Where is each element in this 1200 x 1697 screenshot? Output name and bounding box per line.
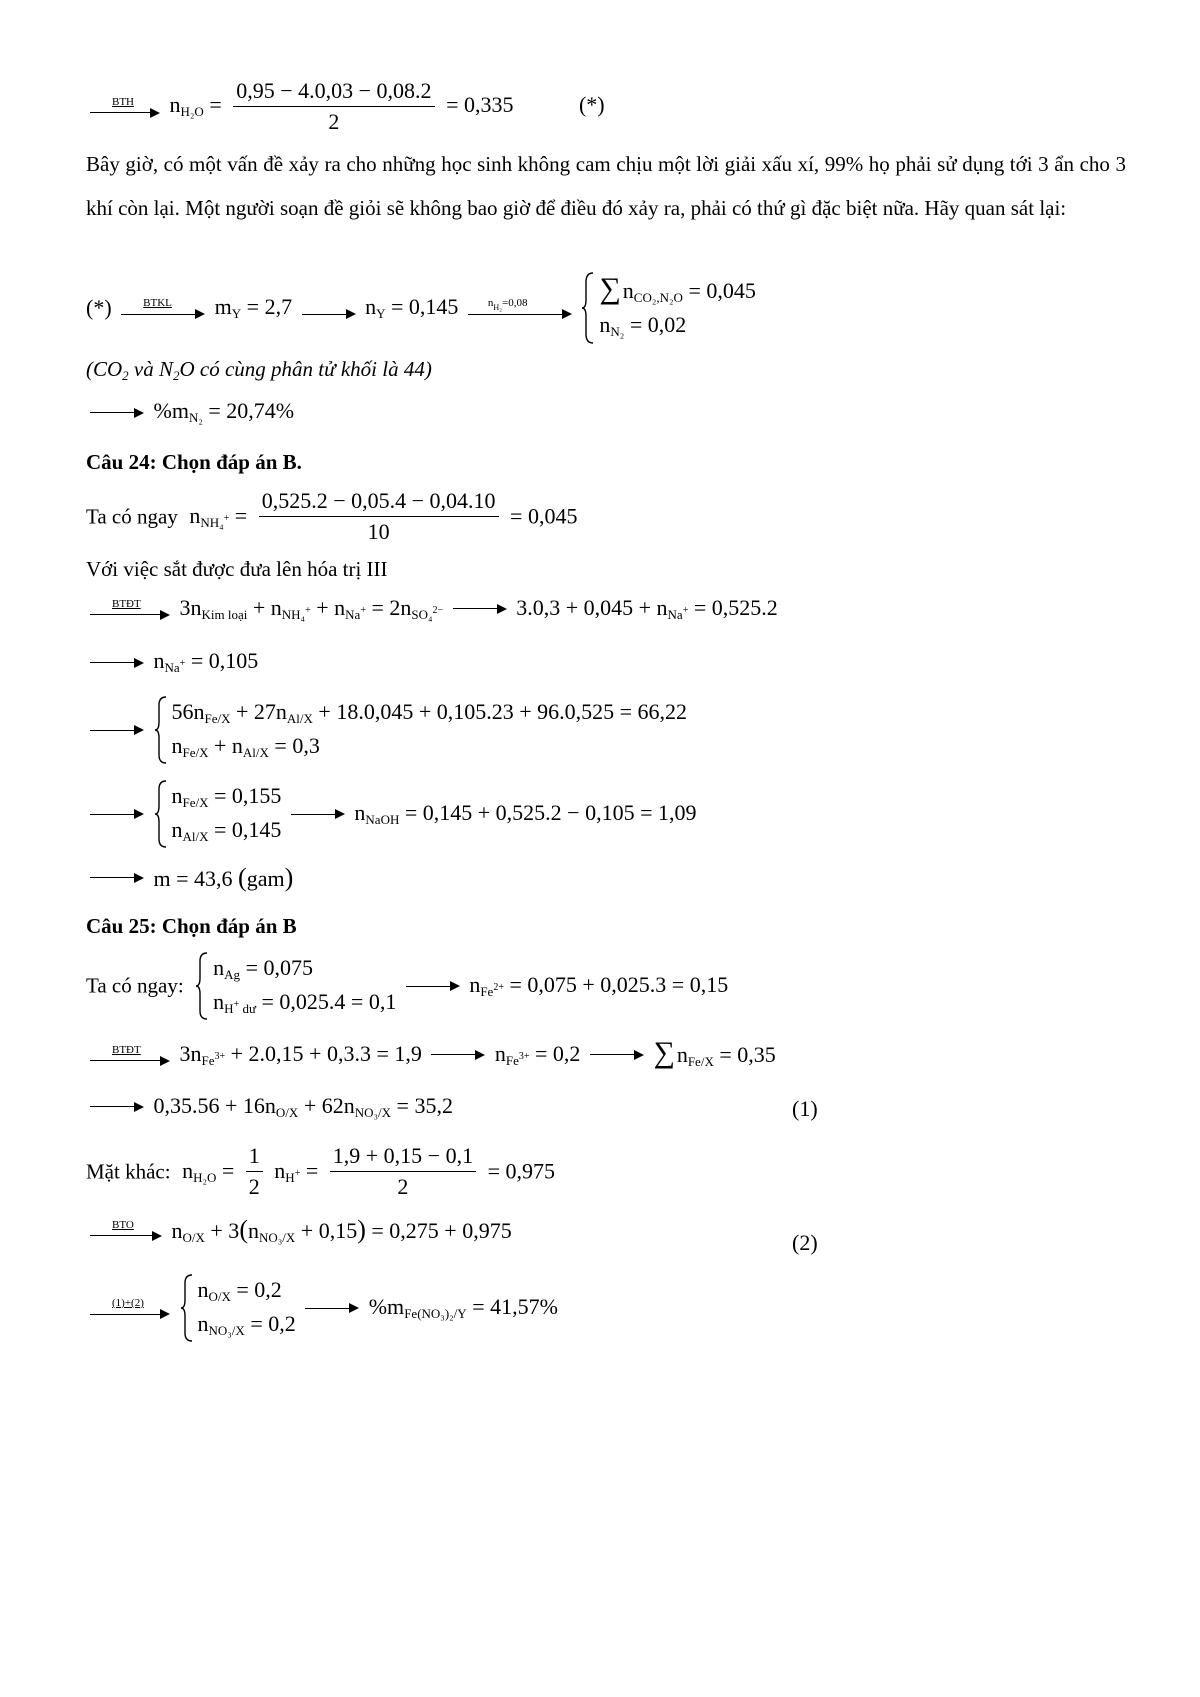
result: = 0,045: [510, 503, 578, 529]
eq-m: m = 43,6 (gam): [86, 862, 293, 893]
arrow-label: BTH: [112, 95, 134, 108]
sub: H₂O: [180, 103, 204, 119]
value: = 20,74%: [208, 398, 295, 423]
equation-system: $n_{Ag} = 0,075$ $n_{H^+ dư} = 0,025.4 = 0,1$: [195, 952, 396, 1020]
numerator: 0,95 − 4.0,03 − 0,08.2: [233, 78, 434, 107]
arrow-label: BTKL: [143, 297, 172, 309]
sum-icon: ∑: [653, 1036, 675, 1070]
brace-icon: [154, 780, 168, 848]
equation-system: $n_{O/X} = 0,2$ $n_{NO_3/X} = 0,2$: [180, 1274, 296, 1342]
result: = 0,335: [446, 91, 514, 117]
denominator: 10: [367, 519, 390, 545]
arrow: [90, 725, 144, 735]
question-24-title: Câu 24: Chọn đáp án B.: [86, 450, 302, 474]
eq-btdt-25: BTĐT $3n_{Fe^{3+}} + 2.0,15 + 0,3.3 = 1,9$ $n_{Fe^{3+}} = 0,2$ $\sum n_{Fe/X} = 0,35$: [86, 1040, 776, 1070]
brace-icon: [195, 952, 209, 1020]
intro: Mặt khác:: [86, 1159, 171, 1184]
eq-system-24a: [86, 696, 687, 764]
arrow: [305, 1303, 359, 1313]
brace-icon: [180, 1274, 194, 1342]
brace-icon: [581, 272, 595, 344]
sub: Y: [231, 306, 242, 322]
question-25-title: Câu 25: Chọn đáp án B: [86, 914, 297, 938]
eq-percent-n2: [86, 398, 294, 426]
arrow-btdt: BTĐT: [90, 1044, 170, 1066]
eq-1: $0,35.56 + 16n_{O/X} + 62n_{NO_3/X} = 35,2$ (1): [86, 1092, 1126, 1121]
arrow: [90, 873, 144, 883]
eq-nh4: Ta có ngay $n_{NH_4^+}$ = $\frac{0,525.2 - 0,05.4 - 0,04.10}{10}$ = 0,045: [86, 488, 578, 545]
term: n: [169, 91, 181, 117]
arrow: [431, 1050, 485, 1060]
equation-mark: (2): [792, 1230, 818, 1255]
equation-mark: (1): [792, 1096, 818, 1121]
arrow: [90, 1102, 144, 1112]
term: n: [622, 278, 634, 304]
label: n: [487, 297, 494, 309]
equation-mark: (*): [578, 91, 605, 117]
value: = 0,045: [688, 278, 756, 304]
arrow-bto: BTO: [90, 1219, 162, 1241]
sub: H₂: [493, 303, 502, 312]
value: = 2,7: [246, 294, 293, 320]
note: ($CO_2$ và $N_2O$ có cùng phân tử khối là 44): [86, 357, 432, 383]
arrow: [90, 809, 144, 819]
arrow: [302, 297, 356, 319]
intro: Ta có ngay: [86, 504, 178, 529]
arrow: [590, 1050, 644, 1060]
arrow: [406, 981, 460, 991]
ref-mark: (*): [86, 294, 112, 320]
sub: CO₂,N₂O: [633, 290, 683, 306]
denominator: 2: [328, 109, 340, 135]
numerator: 0,525.2 − 0,05.4 − 0,04.10: [259, 488, 499, 517]
eq-my: [86, 272, 756, 344]
paragraph: Bây giờ, có một vấn đề xảy ra cho những học sinh không cam chịu một lời giải xấu xí, 99% họ phải sử dụng tới 3 ẩn cho 3 khí còn lại. Một người soạn đề giỏi sẽ không bao giờ để điều đó xảy ra, phải có thứ gì đặc biệt nữa. Hãy quan sát lại:: [86, 152, 1126, 220]
eq-system-25a: Ta có ngay: $n_{Ag} = 0,075$ $n_{H^+ dư} = 0,025.4 = 0,1$ $n_{Fe^{2+}} = 0,075 + 0,025.3 = 0,15$: [86, 952, 728, 1020]
brace-icon: [154, 696, 168, 764]
fraction: [259, 488, 499, 546]
arrow-btdt: BTĐT: [90, 598, 170, 620]
eq-nh2o: BTH $n_{H_2O}$ = $\frac{0,95 - 4.0,03 - 0,08.2}{2}$ = 0,335 (*): [86, 78, 605, 136]
eq-btdt-24: BTĐT $3n_{Kim loại} + n_{NH_4^+} + n_{Na^+} = 2n_{SO_4^{2-}}$ $3.0,3 + 0,045 + n_{Na^+} = 0,525.2$: [86, 594, 778, 623]
sub: N₂: [610, 324, 625, 339]
sub: Y: [376, 306, 386, 322]
value: = 0,02: [629, 312, 687, 337]
arrow: [453, 604, 507, 614]
term: n: [599, 312, 611, 337]
text-line: Với việc sắt được đưa lên hóa trị III: [86, 557, 388, 581]
equation-system: $56n_{Fe/X} + 27n_{Al/X} + 18.0,045 + 0,105.23 + 96.0,525 = 66,22$ $n_{Fe/X} + n_{Al/X} = 0,3$: [154, 696, 688, 764]
eq-final: (1)+(2) $n_{O/X} = 0,2$ $n_{NO_3/X} = 0,2$ $\%m_{Fe(NO_3)_2/Y} = 41,57\%$: [86, 1274, 558, 1342]
eq-system-24b: $n_{Fe/X} = 0,155$ $n_{Al/X} = 0,145$ $n_{NaOH} = 0,145 + 0,525.2 - 0,105 = 1,09$: [86, 780, 697, 848]
arrow-btkl: [121, 297, 205, 319]
equation-system: $n_{Fe/X} = 0,155$ $n_{Al/X} = 0,145$: [154, 780, 282, 848]
arrow: [90, 658, 144, 668]
intro: Ta có ngay:: [86, 973, 184, 998]
value: = 0,145: [390, 294, 459, 320]
equation-system: [581, 272, 755, 344]
term: n: [365, 294, 377, 320]
term: m: [214, 294, 232, 320]
arrow-bth: [90, 96, 160, 118]
sub: N₂: [188, 410, 203, 425]
fraction: [233, 78, 434, 136]
sum-icon: ∑: [599, 272, 621, 306]
eq-nh2o-25: Mặt khác: $n_{H_2O}$ = $\frac{1}{2}$ $n_{H^+}$ = $\frac{1,9 + 0,15 - 0,1}{2}$ = 0,975: [86, 1143, 555, 1200]
label-val: =0,08: [501, 297, 528, 309]
arrow: [90, 408, 144, 418]
eq-2: BTO $n_{O/X} + 3(n_{NO_3/X} + 0,15) = 0,275 + 0,975$ (2): [86, 1214, 1126, 1246]
arrow: [291, 809, 345, 819]
term: %m: [153, 398, 189, 423]
arrow-nh2: [468, 297, 572, 319]
arrow-1-2: (1)+(2): [90, 1297, 170, 1319]
eq-nna: $n_{Na^+} = 0,105$: [86, 648, 258, 676]
